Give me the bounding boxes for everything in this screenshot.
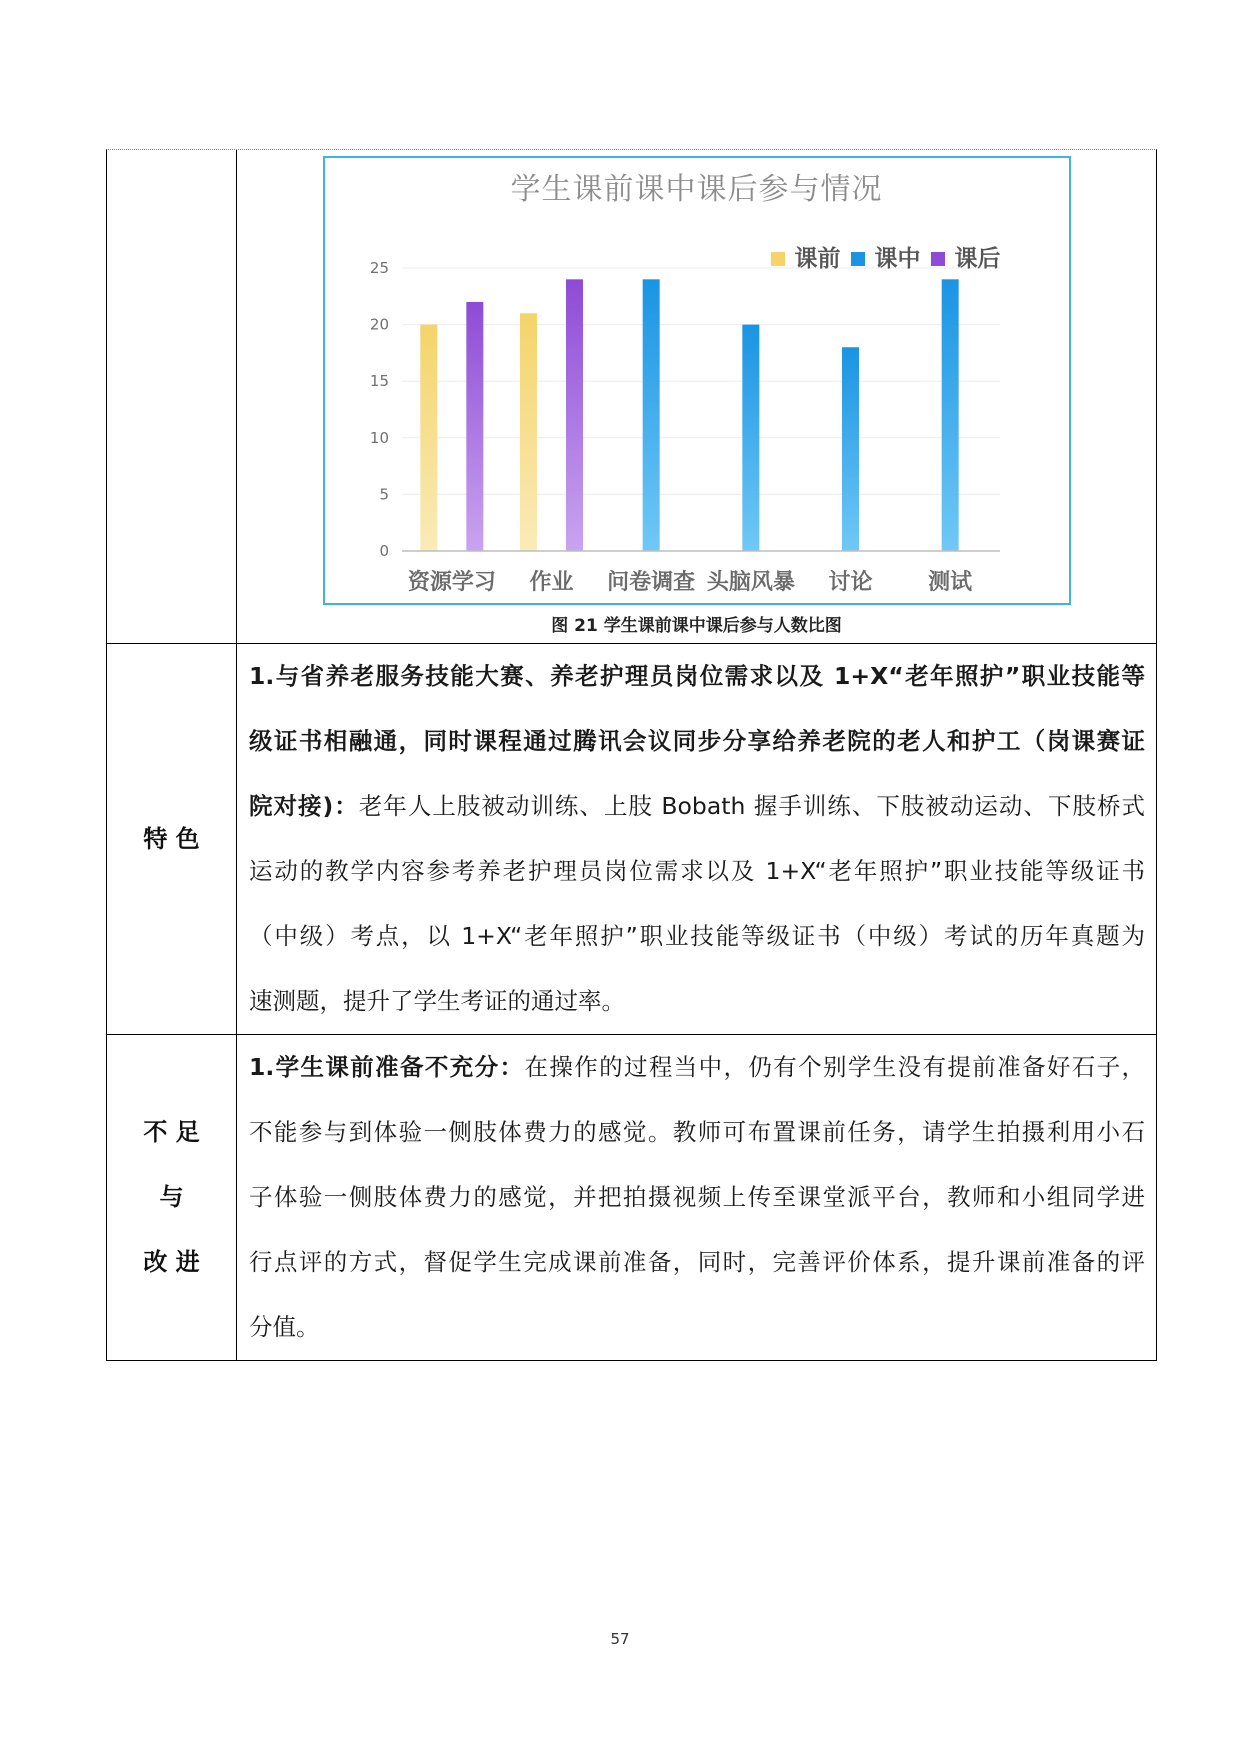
legend-item-post-class (931, 247, 1001, 271)
improvement-line-text: 在操作的过程当中，仍有个别学生没有提前准备好石子， (524, 1053, 1146, 1081)
legend-item-in-class (851, 247, 921, 271)
feature-line (249, 839, 1145, 904)
feature-line (249, 644, 1145, 709)
x-tick-label: 资源学习 (407, 570, 496, 595)
legend-label: 课前 (794, 246, 841, 272)
feature-line-text: （中级）考点，以 1+X“老年照护”职业技能等级证书（中级）考试的历年真题为 (249, 922, 1145, 950)
legend-swatch (931, 252, 945, 266)
figure-caption: 图 21 学生课前课中课后参与人数比图 (551, 616, 842, 636)
x-tick-label: 头脑风暴 (706, 570, 795, 595)
chart-row-content-cell (237, 150, 1156, 643)
content-table (106, 149, 1157, 1361)
bar-in-class-4 (742, 325, 759, 551)
x-tick-label: 作业 (528, 570, 574, 595)
features-label-cell (107, 644, 237, 1034)
improvements-label-line: 不 足 (143, 1118, 200, 1146)
bar-pre-class-1 (420, 325, 437, 551)
chart-legend (771, 247, 1011, 271)
improvement-line-text: 不能参与到体验一侧肢体费力的感觉。教师可布置课前任务，请学生拍摄利用小石 (249, 1118, 1145, 1146)
legend-swatch (851, 252, 865, 266)
improvement-line (249, 1165, 1145, 1230)
features-label: 特 色 (143, 824, 200, 853)
y-tick-label: 15 (369, 372, 389, 391)
bar-post-class-2 (566, 279, 583, 551)
chart-row (107, 150, 1156, 643)
feature-line (249, 904, 1145, 969)
feature-line-bold: 级证书相融通，同时课程通过腾讯会议同步分享给养老院的老人和护工（岗课赛证 (249, 727, 1145, 755)
legend-label: 课后 (954, 246, 1001, 272)
features-content-cell (237, 644, 1156, 1034)
improvements-row (107, 1034, 1156, 1360)
improvement-line-text: 子体验一侧肢体费力的感觉，并把拍摄视频上传至课堂派平台，教师和小组同学进 (249, 1183, 1145, 1211)
feature-line-text: 速测题，提升了学生考证的通过率。 (249, 987, 625, 1015)
y-tick-label: 5 (378, 485, 389, 504)
improvement-line (249, 1035, 1145, 1100)
improvement-line (249, 1230, 1145, 1295)
feature-line-text: 老年人上肢被动训练、上肢 Bobath 握手训练、下肢被动运动、下肢桥式 (358, 792, 1145, 820)
improvement-line (249, 1295, 1145, 1360)
legend-item-pre-class (771, 247, 841, 271)
features-row (107, 643, 1156, 1034)
chart-title: 学生课前课中课后参与情况 (510, 172, 883, 207)
improvement-line-text: 分值。 (249, 1313, 320, 1341)
y-tick-label: 0 (378, 542, 389, 560)
improvements-content-cell (237, 1035, 1156, 1360)
y-tick-label: 20 (369, 315, 389, 334)
improvement-line-bold: 1.学生课前准备不充分： (249, 1053, 525, 1081)
x-tick-label: 问卷调查 (606, 570, 695, 595)
x-tick-label: 讨论 (827, 570, 873, 595)
improvement-line-text: 行点评的方式，督促学生完成课前准备，同时，完善评价体系，提升课前准备的评 (249, 1248, 1145, 1276)
feature-line-bold: 院对接)： (249, 792, 359, 820)
bar-in-class-6 (941, 279, 958, 551)
y-tick-label: 25 (369, 259, 389, 277)
improvements-label-cell (107, 1035, 237, 1360)
legend-swatch (771, 252, 785, 266)
feature-line-text: 运动的教学内容参考养老护理员岗位需求以及 1+X“老年照护”职业技能等级证书 (249, 857, 1145, 885)
improvements-label-line: 与 (159, 1183, 184, 1211)
improvement-line (249, 1100, 1145, 1165)
participation-chart (323, 156, 1071, 605)
y-tick-label: 10 (369, 428, 389, 447)
chart-row-label-cell (107, 150, 237, 643)
bar-in-class-5 (842, 347, 859, 551)
improvements-label-line: 改 进 (143, 1248, 200, 1276)
feature-line (249, 969, 1145, 1034)
bar-post-class-1 (466, 302, 483, 551)
bar-pre-class-2 (520, 313, 537, 551)
x-tick-label: 测试 (927, 570, 972, 595)
feature-line-bold: 1.与省养老服务技能大赛、养老护理员岗位需求以及 1+X“老年照护”职业技能等 (249, 662, 1145, 690)
bar-in-class-3 (642, 279, 659, 551)
feature-line (249, 709, 1145, 774)
chart-plot (325, 158, 1069, 603)
legend-label: 课中 (874, 246, 921, 272)
feature-line (249, 774, 1145, 839)
page-number: 57 (610, 1630, 630, 1648)
